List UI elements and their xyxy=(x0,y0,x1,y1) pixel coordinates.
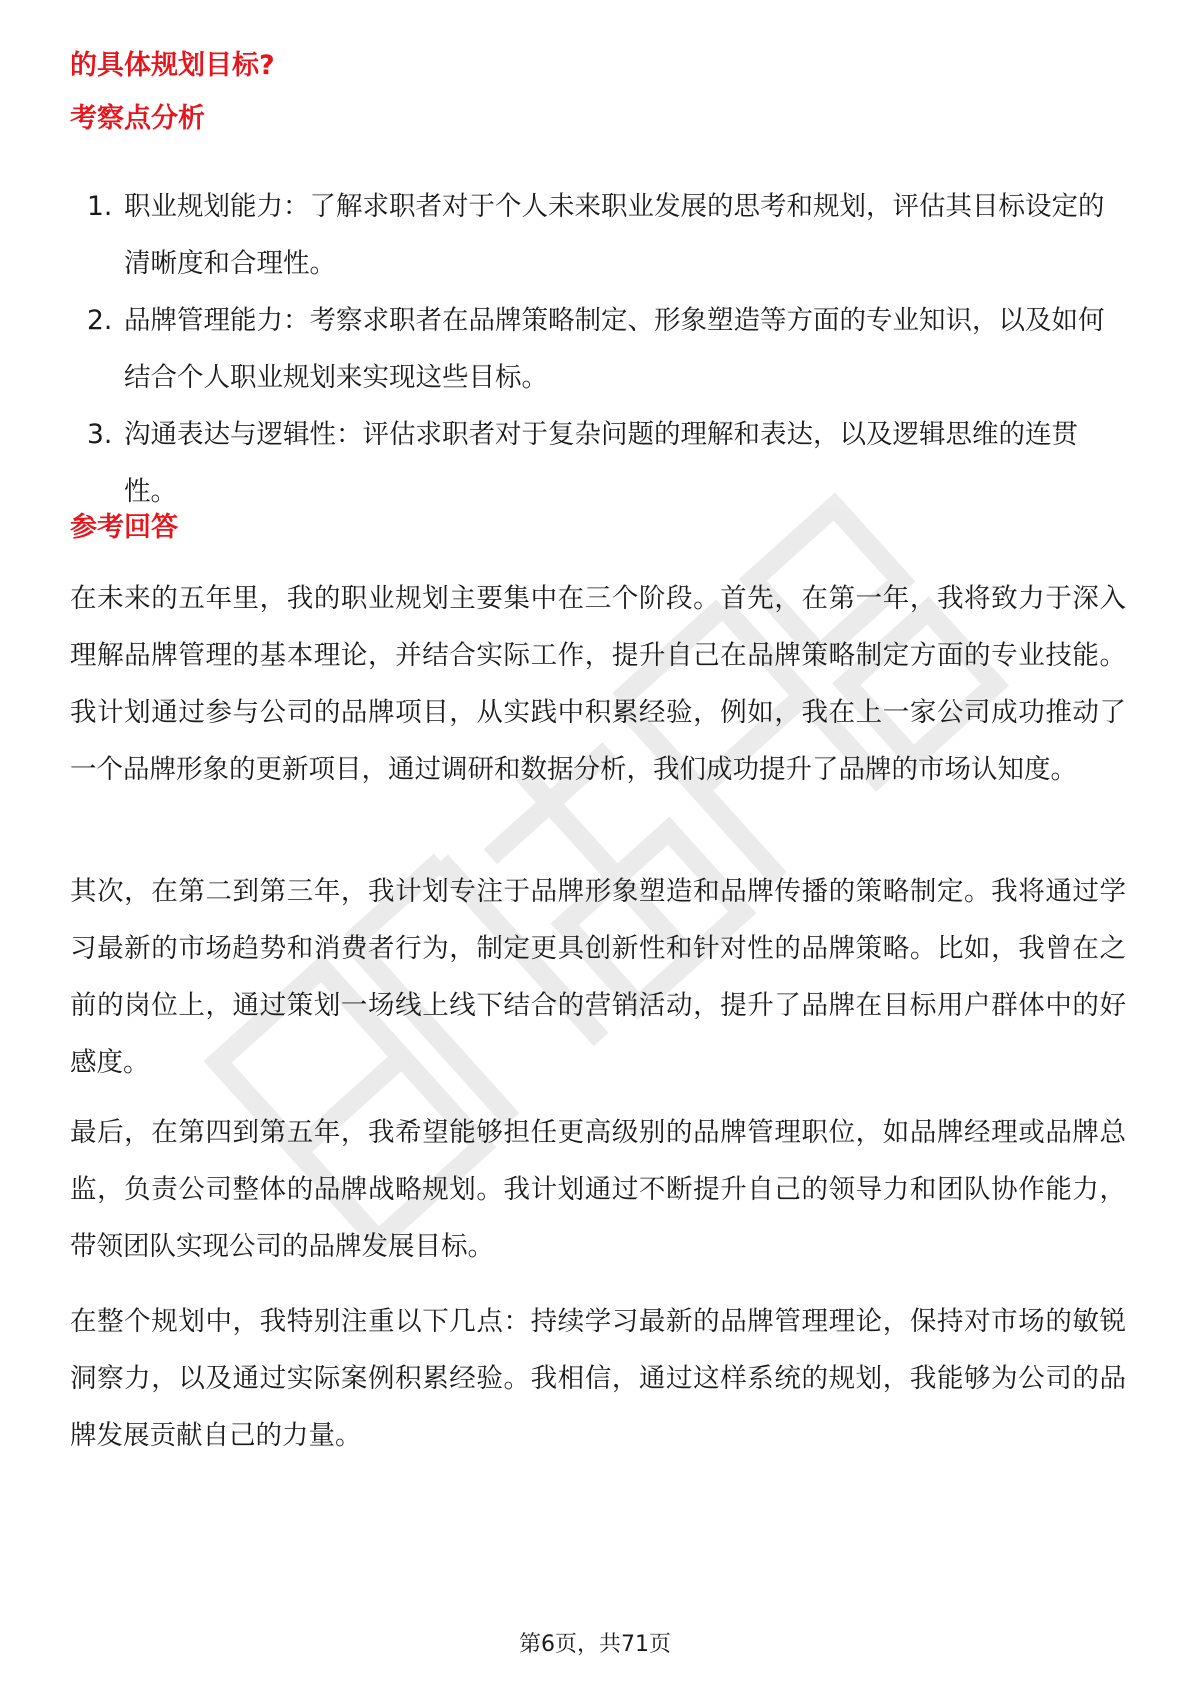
list-number: 2. xyxy=(87,305,113,336)
list-number: 1. xyxy=(87,191,113,222)
page-number: 第6页，共71页 xyxy=(519,1632,671,1657)
analysis-item xyxy=(70,292,1130,406)
answer-paragraph: 在未来的五年里，我的职业规划主要集中在三个阶段。首先，在第一年，我将致力于深入理解品牌管理的基本理论，并结合实际工作，提升自己在品牌策略制定方面的专业技能。我计划通过参与公司的品牌项目，从实践中积累经验，例如，我在上一家公司成功推动了一个品牌形象的更新项目，通过调研和数据分析，我们成功提升了品牌的市场认知度。 xyxy=(70,583,1126,785)
analysis-item xyxy=(70,178,1130,292)
answer-paragraph: 其次，在第二到第三年，我计划专注于品牌形象塑造和品牌传播的策略制定。我将通过学习最新的市场趋势和消费者行为，制定更具创新性和针对性的品牌策略。比如，我曾在之前的岗位上，通过策划一场线上线下结合的营销活动，提升了品牌在目标用户群体中的好感度。 xyxy=(70,876,1126,1078)
analysis-list xyxy=(70,178,1130,520)
analysis-item-text: 品牌管理能力：考察求职者在品牌策略制定、形象塑造等方面的专业知识，以及如何结合个人职业规划来实现这些目标。 xyxy=(124,305,1105,393)
analysis-item-text: 职业规划能力：了解求职者对于个人未来职业发展的思考和规划，评估其目标设定的清晰度和合理性。 xyxy=(124,191,1105,279)
question-title-continuation: 的具体规划目标? xyxy=(70,50,275,81)
list-number: 3. xyxy=(87,419,113,450)
analysis-item xyxy=(70,406,1130,520)
analysis-heading: 考察点分析 xyxy=(70,103,205,134)
answer-paragraph: 在整个规划中，我特别注重以下几点：持续学习最新的品牌管理理论，保持对市场的敏锐洞察力，以及通过实际案例积累经验。我相信，通过这样系统的规划，我能够为公司的品牌发展贡献自己的力量。 xyxy=(70,1306,1126,1451)
answer-heading: 参考回答 xyxy=(70,512,178,543)
answer-paragraph: 最后，在第四到第五年，我希望能够担任更高级别的品牌管理职位，如品牌经理或品牌总监，负责公司整体的品牌战略规划。我计划通过不断提升自己的领导力和团队协作能力，带领团队实现公司的品牌发展目标。 xyxy=(70,1117,1126,1262)
analysis-item-text: 沟通表达与逻辑性：评估求职者对于复杂问题的理解和表达，以及逻辑思维的连贯性。 xyxy=(124,419,1078,507)
